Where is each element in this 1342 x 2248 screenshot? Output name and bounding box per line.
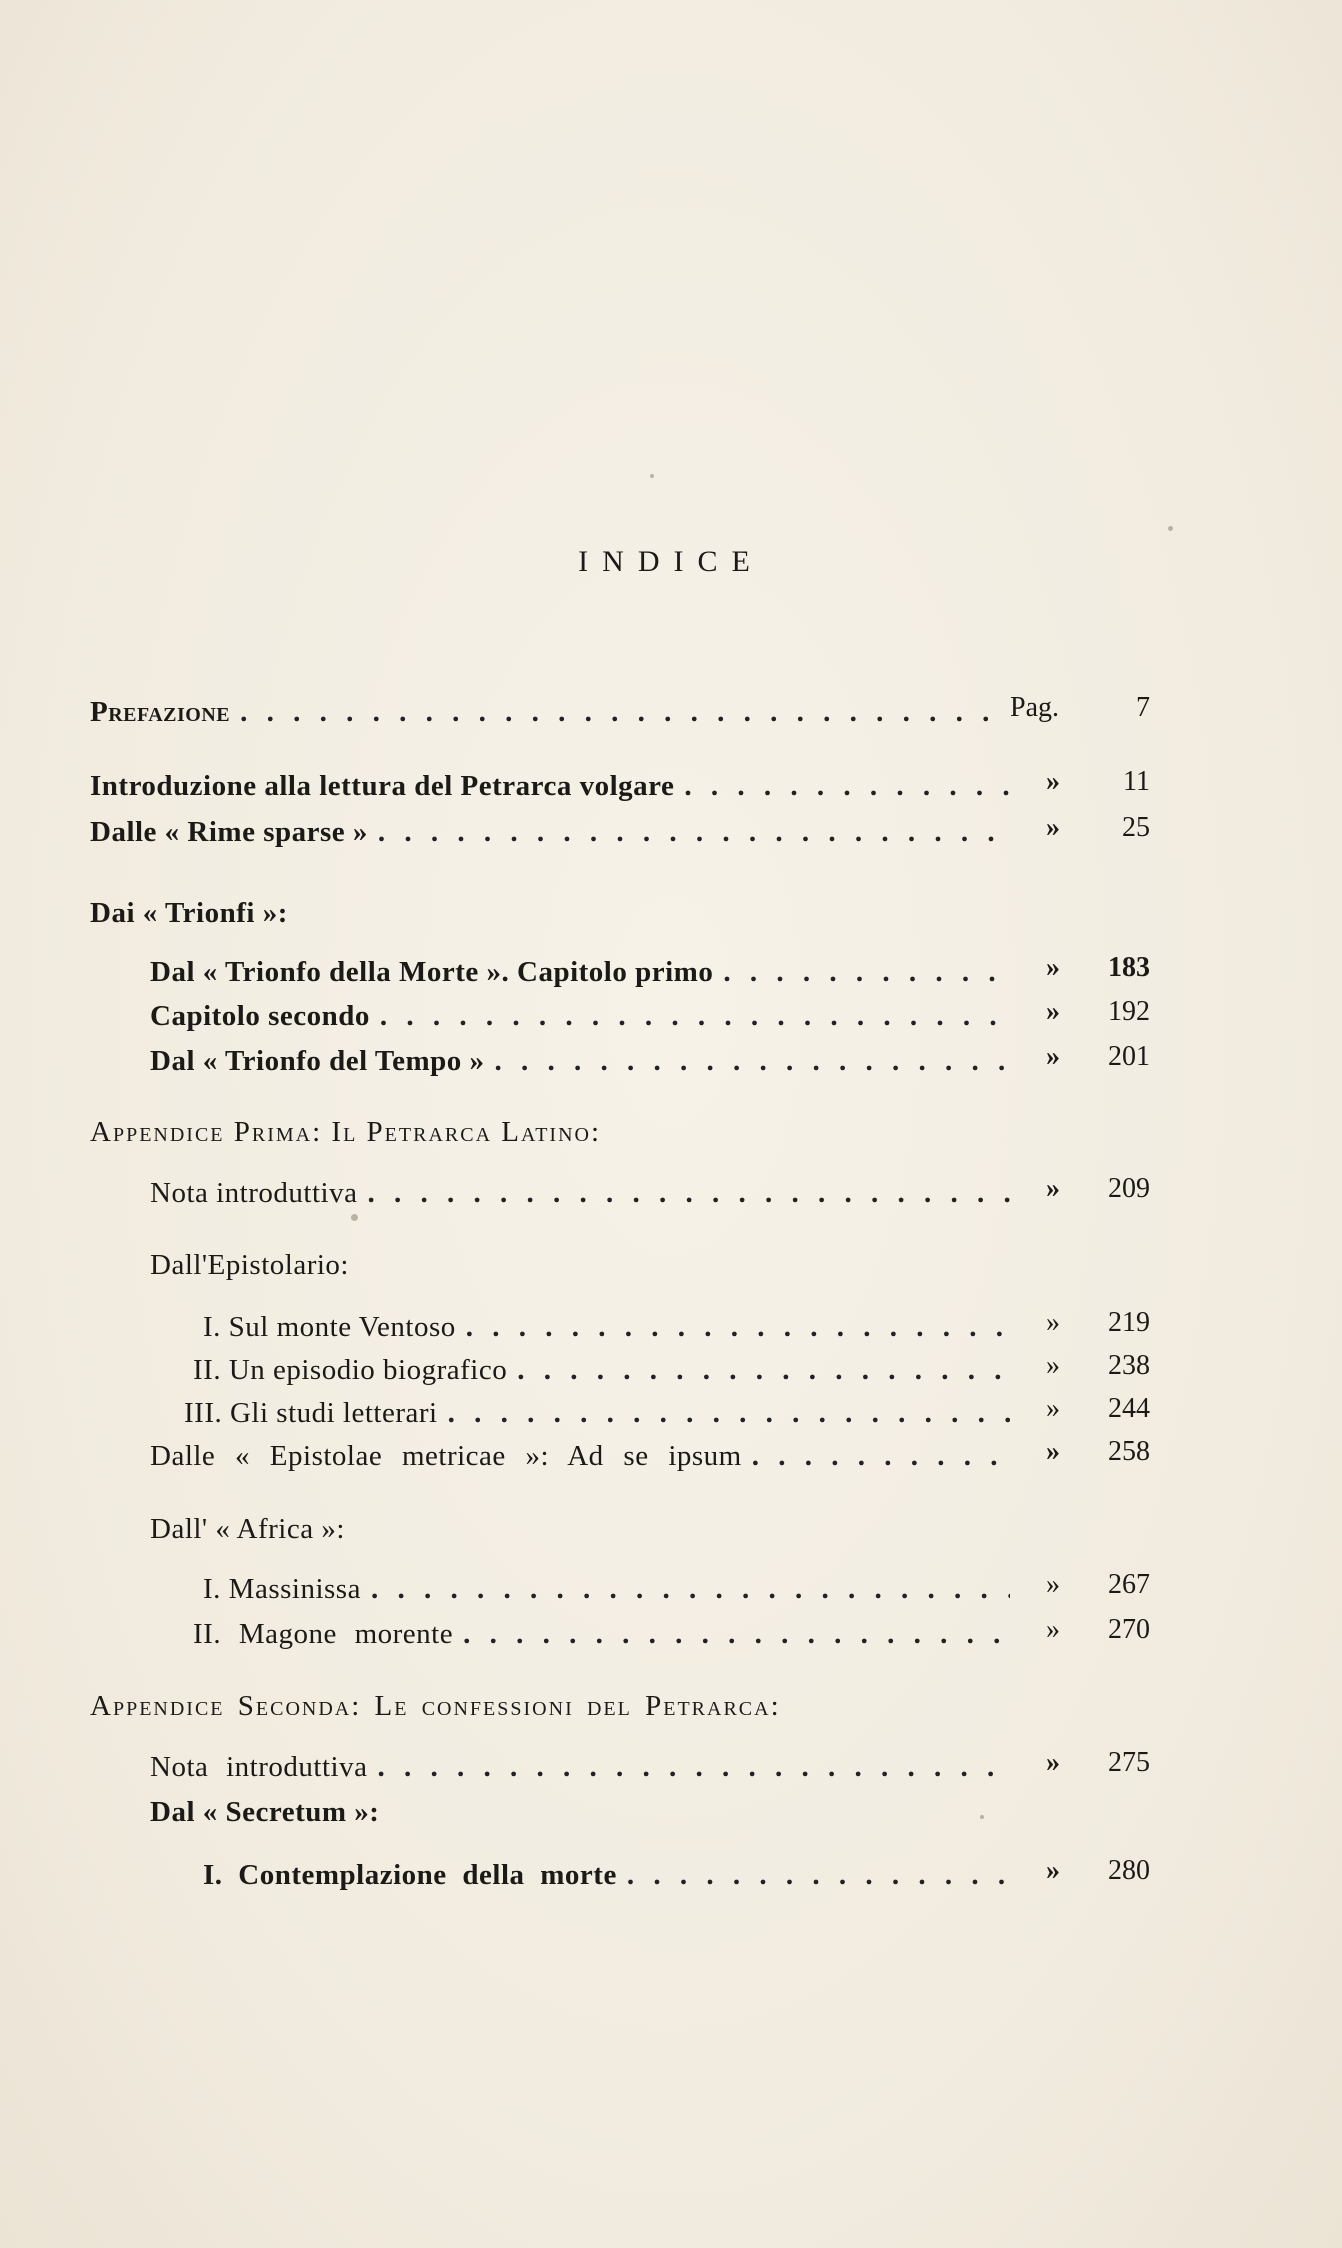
toc-entry	[203, 1569, 1020, 1609]
toc-entry	[193, 1350, 1020, 1390]
ditto-mark: »	[1046, 1436, 1060, 1467]
section-heading: Dai « Trionfi »:	[90, 897, 288, 929]
ditto-mark: »	[1046, 952, 1060, 983]
toc-page-number: 209	[1108, 1173, 1150, 1204]
toc-page-number: 25	[1122, 812, 1150, 843]
toc-entry-label: Nota introduttiva	[150, 1751, 368, 1783]
toc-entry-label: I. Sul monte Ventoso	[203, 1311, 456, 1343]
toc-entry	[203, 1855, 1020, 1895]
dot-leader	[240, 692, 990, 732]
ditto-mark: »	[1046, 1855, 1060, 1886]
toc-page-number: 192	[1108, 996, 1150, 1027]
page-prefix: Pag.	[1010, 692, 1059, 723]
toc-entry-label: Prefazione	[90, 696, 231, 728]
ditto-mark: »	[1046, 1747, 1060, 1778]
dot-leader	[723, 952, 1010, 992]
section-heading: Appendice Seconda: Le confessioni del Petrarca:	[90, 1690, 781, 1722]
toc-page-number: 238	[1108, 1350, 1150, 1381]
dot-leader	[684, 766, 1010, 806]
ditto-mark: »	[1046, 1041, 1060, 1072]
ditto-mark: »	[1046, 1569, 1060, 1600]
dot-leader	[752, 1436, 1010, 1476]
toc-entry-label: Dal « Trionfo del Tempo »	[150, 1045, 485, 1077]
toc-page-number: 201	[1108, 1041, 1150, 1072]
dot-leader	[371, 1569, 1010, 1609]
toc-entry	[150, 1041, 1020, 1081]
toc-entry	[150, 1173, 1020, 1213]
toc-entry	[150, 952, 1020, 992]
toc-entry	[184, 1393, 1020, 1433]
section-heading: Dall' « Africa »:	[150, 1513, 345, 1545]
toc-page-number: 280	[1108, 1855, 1150, 1886]
toc-entry	[203, 1307, 1020, 1347]
dot-leader	[627, 1855, 1010, 1895]
dot-leader	[517, 1350, 1010, 1390]
ditto-mark: »	[1046, 1350, 1060, 1381]
toc-page-number: 7	[1136, 692, 1150, 723]
toc-entry	[150, 1747, 1020, 1787]
toc-page-number: 267	[1108, 1569, 1150, 1600]
toc-page-number: 270	[1108, 1614, 1150, 1645]
dot-leader	[495, 1041, 1010, 1081]
dot-leader	[367, 1173, 1010, 1213]
dot-leader	[378, 812, 1010, 852]
ditto-mark: »	[1046, 1173, 1060, 1204]
toc-entry-label: I. Massinissa	[203, 1573, 361, 1605]
paper-speck	[650, 474, 654, 478]
section-heading: Appendice Prima: Il Petrarca Latino:	[90, 1116, 602, 1148]
toc-entry-label: Dal « Trionfo della Morte ». Capitolo primo	[150, 956, 714, 988]
toc-entry-label: Introduzione alla lettura del Petrarca volgare	[90, 770, 675, 802]
toc-entry	[193, 1614, 1020, 1654]
toc-entry-label: Dalle « Rime sparse »	[90, 816, 368, 848]
toc-page-number: 11	[1123, 766, 1150, 797]
section-heading: Dall'Epistolario:	[150, 1249, 349, 1281]
toc-entry	[90, 766, 1020, 806]
page-title: INDICE	[578, 545, 764, 578]
dot-leader	[380, 996, 1010, 1036]
toc-entry-label: Dalle « Epistolae metricae »: Ad se ipsum	[150, 1440, 742, 1472]
toc-page-number: 275	[1108, 1747, 1150, 1778]
toc-entry-label: II. Un episodio biografico	[193, 1354, 508, 1386]
dot-leader	[377, 1747, 1010, 1787]
ditto-mark: »	[1046, 1614, 1060, 1645]
toc-page-number: 244	[1108, 1393, 1150, 1424]
dot-leader	[448, 1393, 1010, 1433]
paper-speck	[980, 1815, 984, 1819]
ditto-mark: »	[1046, 766, 1060, 797]
toc-entry	[150, 996, 1020, 1036]
section-heading: Dal « Secretum »:	[150, 1796, 380, 1828]
ditto-mark: »	[1046, 812, 1060, 843]
ditto-mark: »	[1046, 1393, 1060, 1424]
toc-entry-label: III. Gli studi letterari	[184, 1397, 438, 1429]
paper-speck	[1168, 526, 1173, 531]
toc-page-number: 258	[1108, 1436, 1150, 1467]
toc-entry-label: I. Contemplazione della morte	[203, 1859, 617, 1891]
toc-entry-label: Nota introduttiva	[150, 1177, 358, 1209]
toc-entry-label: Capitolo secondo	[150, 1000, 370, 1032]
paper-speck	[351, 1214, 358, 1221]
dot-leader	[463, 1614, 1010, 1654]
dot-leader	[466, 1307, 1010, 1347]
toc-page-number: 183	[1108, 952, 1150, 983]
ditto-mark: »	[1046, 996, 1060, 1027]
toc-entry	[90, 812, 1020, 852]
ditto-mark: »	[1046, 1307, 1060, 1338]
toc-entry	[150, 1436, 1020, 1476]
toc-entry-label: II. Magone morente	[193, 1618, 454, 1650]
toc-page-number: 219	[1108, 1307, 1150, 1338]
toc-entry-prefazione	[90, 692, 1000, 732]
